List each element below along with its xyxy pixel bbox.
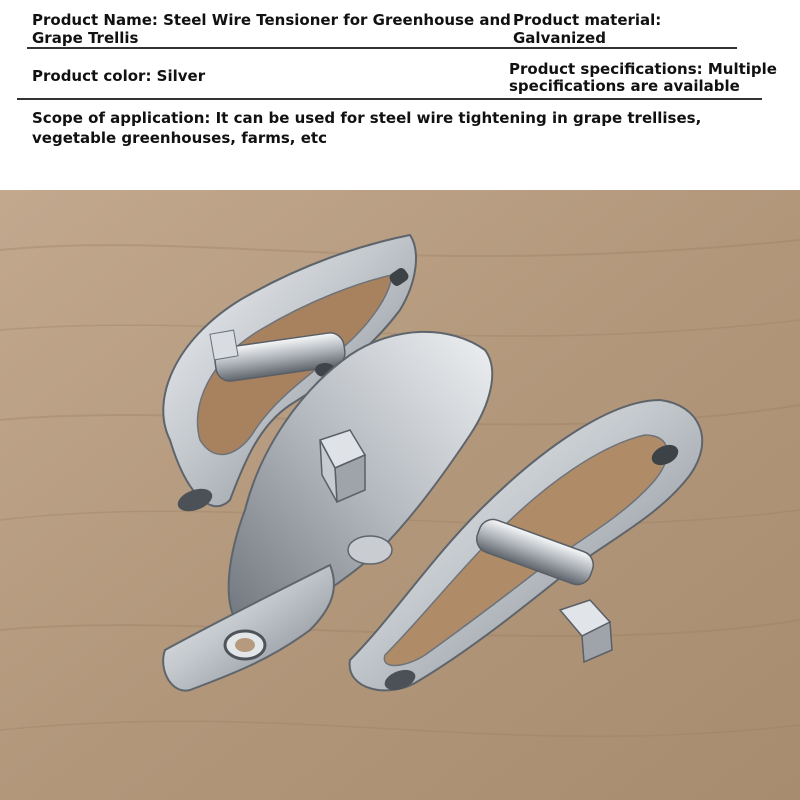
product-material-label: Product material: xyxy=(513,11,662,29)
scope-line1: Scope of application: It can be used for steel wire tightening in grape trellises, xyxy=(32,109,702,127)
product-color: Product color: Silver xyxy=(32,67,206,85)
product-photo xyxy=(0,190,800,800)
wire-tensioner-illustration xyxy=(0,190,800,800)
spec-panel xyxy=(0,0,800,190)
scope-line2: vegetable greenhouses, farms, etc xyxy=(32,129,327,147)
product-specifications-line2: specifications are available xyxy=(509,77,740,95)
product-specifications-line1: Product specifications: Multiple xyxy=(509,60,777,78)
product-material-value: Galvanized xyxy=(513,29,606,47)
divider-1 xyxy=(27,47,737,49)
product-name-line1: Product Name: Steel Wire Tensioner for Greenhouse and xyxy=(32,11,511,29)
divider-2 xyxy=(17,98,762,100)
product-name-line2: Grape Trellis xyxy=(32,29,139,47)
